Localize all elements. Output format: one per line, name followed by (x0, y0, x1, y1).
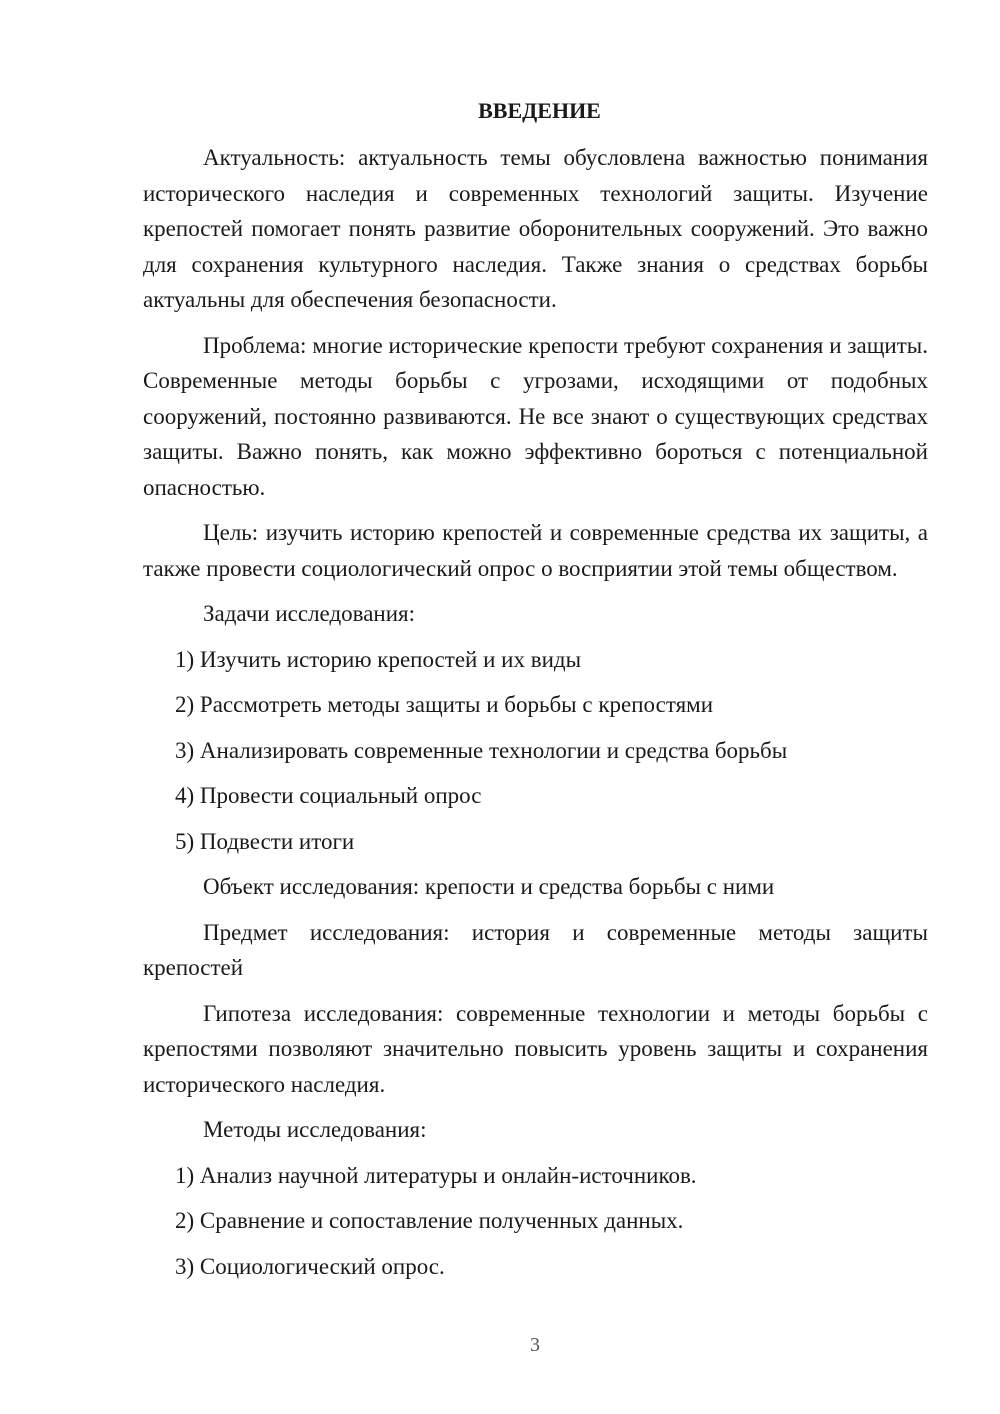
task-item: 2) Рассмотреть методы защиты и борьбы с крепостями (175, 692, 714, 717)
relevance-paragraph: Актуальность: актуальность темы обусловлена важностью понимания исторического наследия и современных технологий защиты. Изучение крепостей помогает понять развитие оборонительных сооружений. Это важно для сохранения культурного наследия. Также знания о средствах борьбы актуальны для обеспечения безопасности. (143, 145, 928, 312)
task-item: 5) Подвести итоги (175, 828, 355, 854)
task-item: 3) Анализировать современные технологии и средства борьбы (175, 737, 788, 763)
task-item: 1) Изучить историю крепостей и их виды (175, 646, 582, 672)
hypothesis-paragraph: Гипотеза исследования: современные технологии и методы борьбы с крепостями позволяют значительно повысить уровень защиты и сохранения исторического наследия. (143, 1000, 928, 1097)
method-item: 1) Анализ научной литературы и онлайн-источников. (175, 1162, 697, 1188)
page-number: 3 (530, 1334, 540, 1356)
object-paragraph: Объект исследования: крепости и средства борьбы с ними (203, 874, 775, 899)
subject-paragraph: Предмет исследования: история и современные методы защиты крепостей (143, 919, 928, 980)
goal-paragraph: Цель: изучить историю крепостей и современные средства их защиты, а также провести социологический опрос о восприятии этой темы обществом. (143, 520, 928, 581)
methods-label: Методы исследования: (203, 1117, 427, 1142)
method-item: 3) Социологический опрос. (175, 1253, 445, 1279)
section-title: ВВЕДЕНИЕ (478, 98, 601, 123)
problem-paragraph: Проблема: многие исторические крепости требуют сохранения и защиты. Современные методы борьбы с угрозами, исходящими от подобных сооружений, постоянно развиваются. Не все знают о существующих средствах защиты. Важно понять, как можно эффективно бороться с потенциальной опасностью. (143, 332, 928, 500)
tasks-label: Задачи исследования: (203, 601, 416, 626)
task-item: 4) Провести социальный опрос (175, 783, 482, 808)
method-item: 2) Сравнение и сопоставление полученных данных. (175, 1208, 684, 1233)
page-content (143, 96, 928, 1294)
